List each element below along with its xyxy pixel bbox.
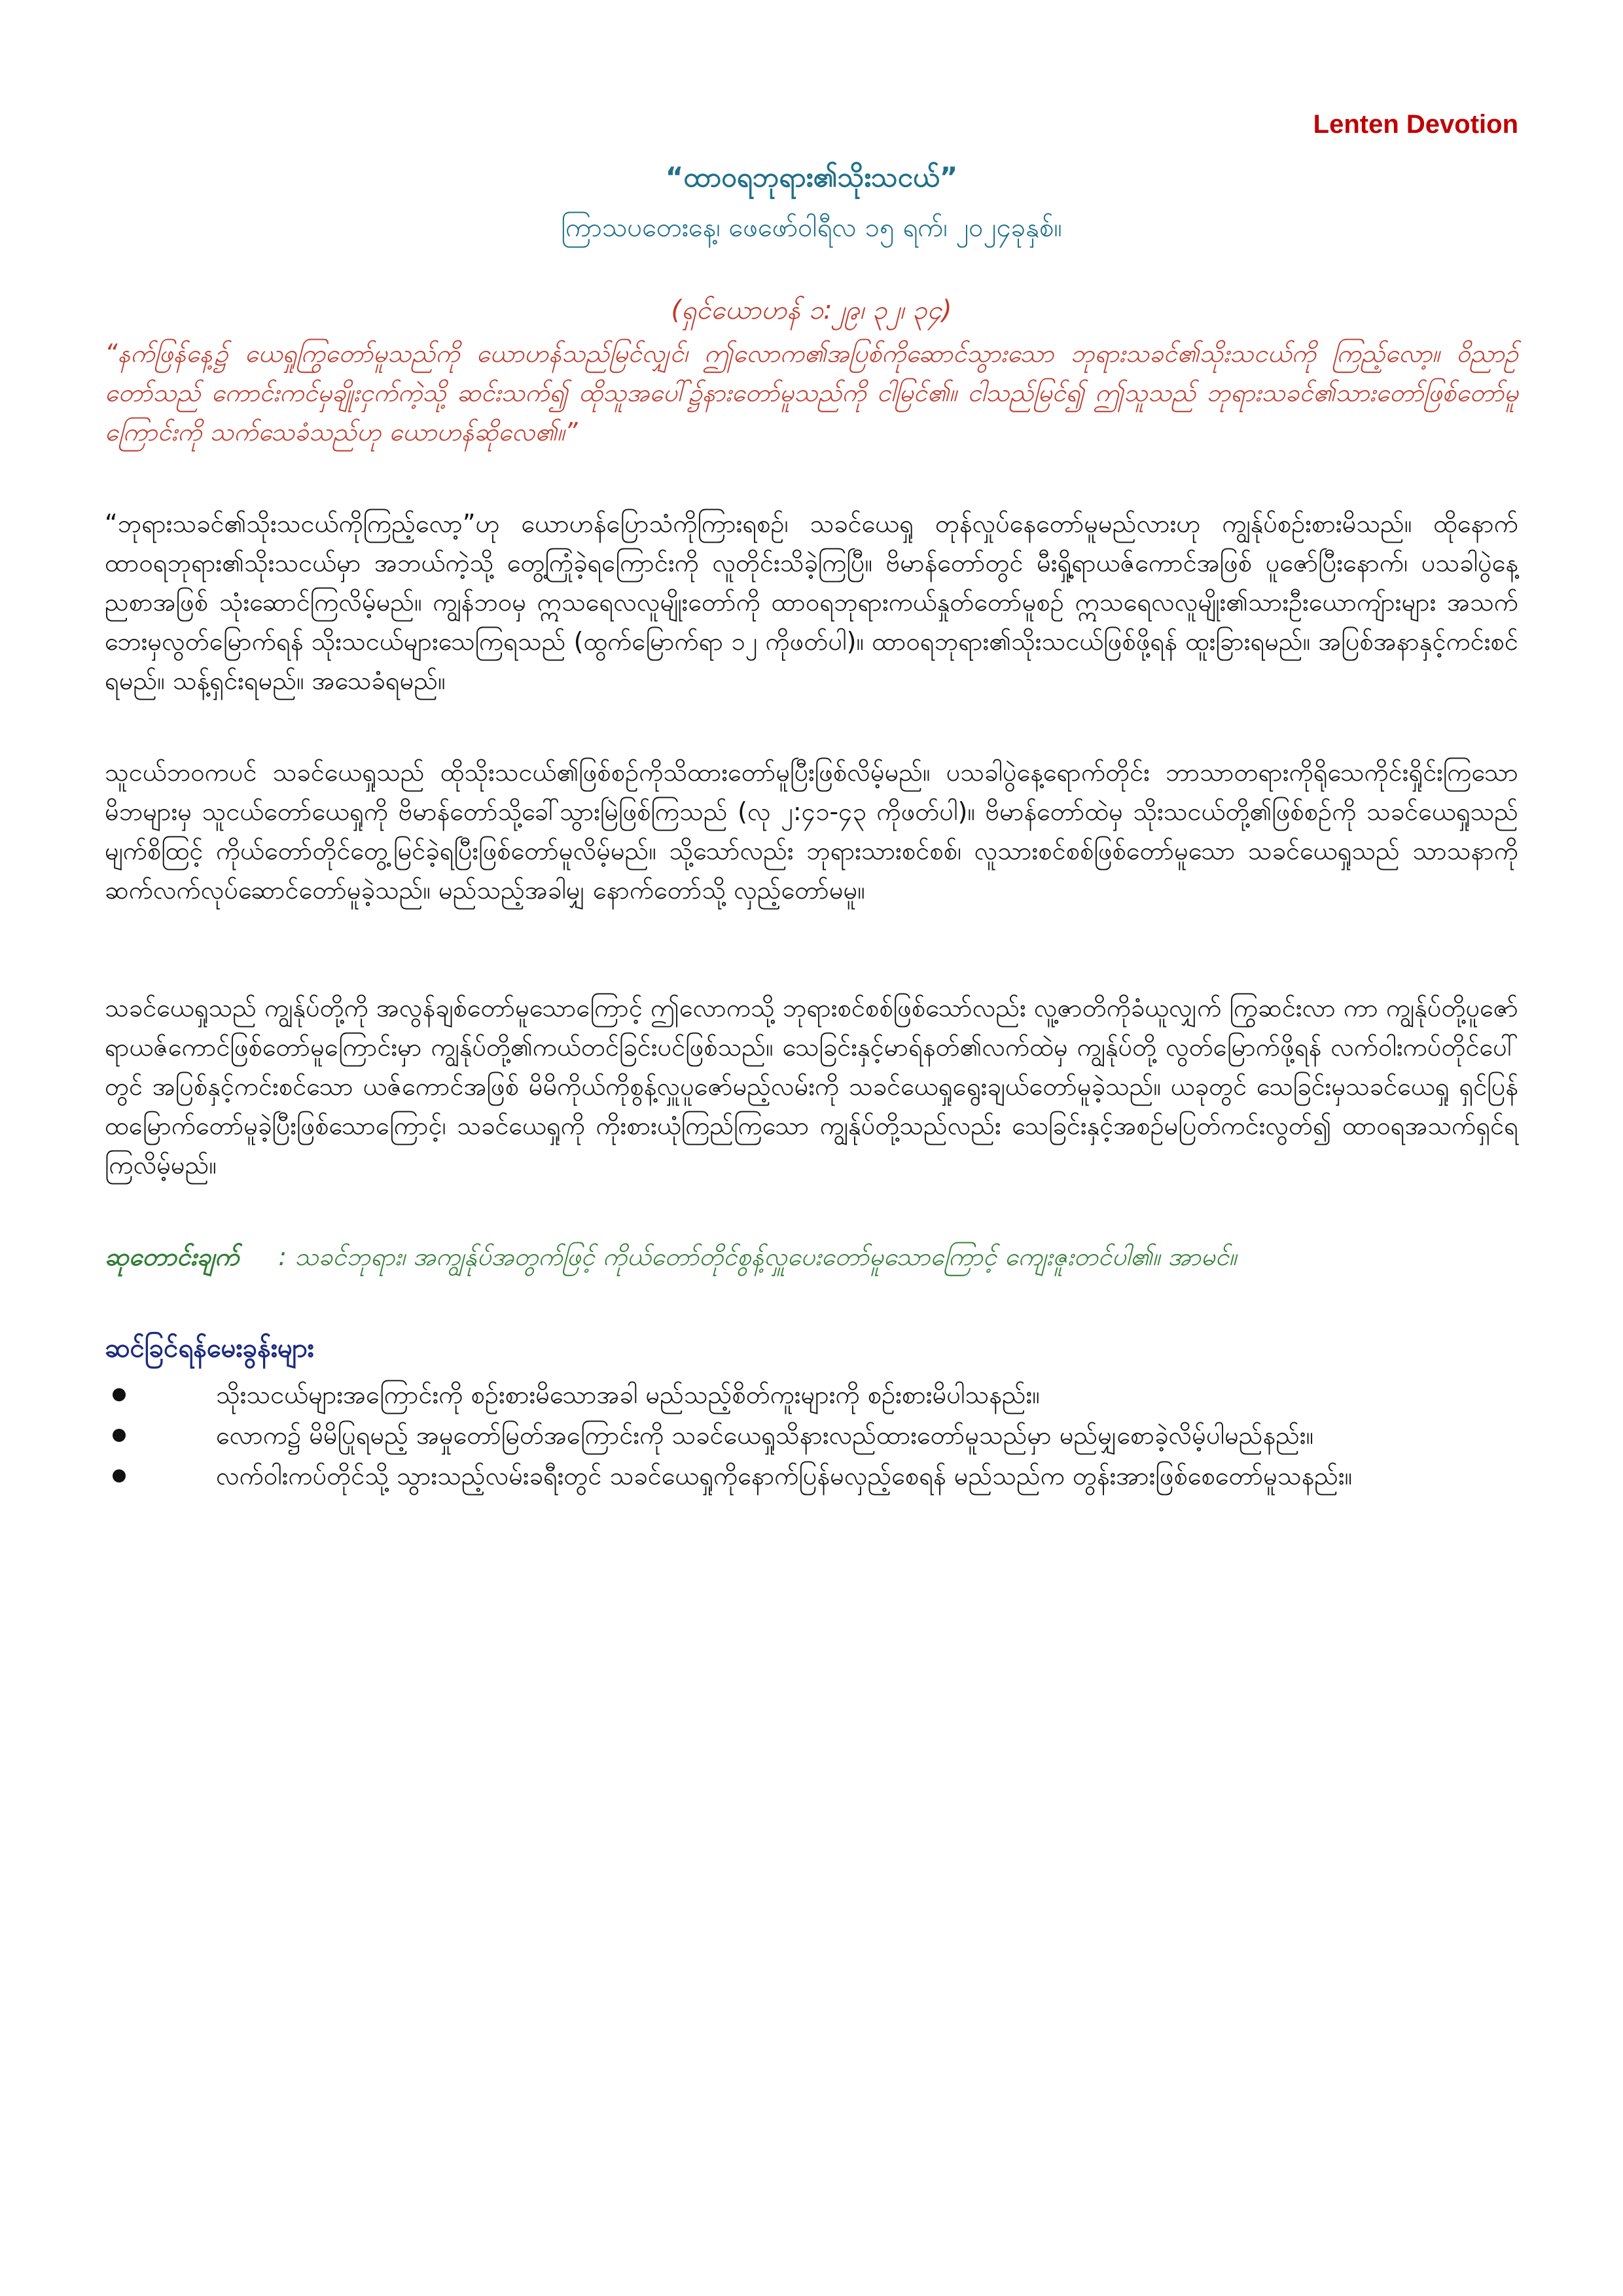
prayer-text: : သခင်ဘုရား၊ အကျွန်ုပ်အတွက်ဖြင့် ကိုယ်တော်တိုင်စွန့်လှူပေးတော်မူသောကြောင့် ကျေးဇူးတင်ပါ၏။ အာမင်။ <box>278 1242 1237 1271</box>
question-text: သိုးသငယ်များအကြောင်းကို စဉ်းစားမိသောအခါ မည်သည့်စိတ်ကူးများကို စဉ်းစားမိပါသနည်း။ <box>216 1380 1040 1409</box>
devotion-page <box>105 0 1518 2296</box>
list-item <box>105 1456 1518 1496</box>
lenten-devotion-tag: Lenten Devotion <box>1313 110 1518 139</box>
question-text: လက်ဝါးကပ်တိုင်သို့ သွားသည့်လမ်းခရီးတွင် သခင်ယေရှုကိုနောက်ပြန်မလှည့်စေရန် မည်သည်က တွန်းအားဖြစ်စေတော်မူသနည်း။ <box>216 1462 1353 1490</box>
list-item <box>105 1374 1518 1415</box>
questions-list <box>105 1374 1518 1496</box>
scripture-quote: “နက်ဖြန်နေ့၌ ယေရှုကြွတော်မူသည်ကို ယောဟန်သည်မြင်လျှင်၊ ဤလောက၏အပြစ်ကိုဆောင်သွားသော ဘုရားသခင်၏သိုးသငယ်ကို ကြည့်လော့။ ဝိညာဉ်တော်သည် ကောင်းကင်မှချိုးငှက်ကဲ့သို့ ဆင်းသက်၍ ထိုသူအပေါ်၌နားတော်မူသည်ကို ငါမြင်၏။ ငါသည်မြင်၍ ဤသူသည် ဘုရားသခင်၏သားတော်ဖြစ်တော်မူကြောင်းကို သက်သေခံသည်ဟု ယောဟန်ဆိုလေ၏။” <box>105 339 1518 446</box>
date-line: ကြာသပတေးနေ့၊ ဖေဖော်ဝါရီလ ၁၅ ရက်၊ ၂၀၂၄ခုနှစ်။ <box>561 213 1062 243</box>
body-paragraph-2: သူငယ်ဘဝကပင် သခင်ယေရှုသည် ထိုသိုးသငယ်၏ဖြစ်စဉ်ကိုသိထားတော်မူပြီးဖြစ်လိမ့်မည်။ ပသခါပွဲနေ့ရောက်တိုင်း ဘာသာတရားကိုရိုသေကိုင်းရှိုင်းကြသော မိဘများမှ သူငယ်တော်ယေရှုကို ဗိမာန်တော်သို့ခေါ်သွားမြဲဖြစ်ကြသည် (လု ၂:၄၁-၄၃ ကိုဖတ်ပါ)။ ဗိမာန်တော်ထဲမှ သိုးသငယ်တို့၏ဖြစ်စဉ်ကို သခင်ယေရှုသည်မျက်စိထြင့် ကိုယ်တော်တိုင်တွေ့မြင်ခဲ့ရပြီးဖြစ်တော်မူလိမ့်မည်။ သို့သော်လည်း ဘုရားသားစင်စစ်၊ လူသားစင်စစ်ဖြစ်တော်မူသော သခင်ယေရှုသည် သာသနာကိုဆက်လက်လုပ်ဆောင်တော်မူခဲ့သည်။ မည်သည့်အခါမျှ နောက်တော်သို့ လှည့်တော်မမူ။ <box>105 758 1518 905</box>
question-text: လောက၌ မိမိပြုရမည့် အမှုတော်မြတ်အကြောင်းကို သခင်ယေရှုသိနားလည်ထားတော်မူသည်မှာ မည်မျှစောခဲ့လိမ့်ပါမည်နည်း။ <box>216 1421 1314 1450</box>
prayer-label: ဆုတောင်းချက် <box>105 1242 240 1271</box>
page-title: “ထာဝရဘုရား၏သိုးသငယ်” <box>665 161 958 193</box>
scripture-reference: (ရှင်ယောဟန် ၁:၂၉၊ ၃၂၊ ၃၄) <box>671 295 952 325</box>
list-item <box>105 1415 1518 1456</box>
bullet-icon <box>113 1429 126 1442</box>
prayer-block <box>105 1237 1518 1276</box>
questions-heading: ဆင်ခြင်ရန်မေးခွန်းများ <box>105 1333 314 1363</box>
bullet-icon <box>113 1388 126 1401</box>
body-paragraph-3: သခင်ယေရှုသည် ကျွန်ုပ်တို့ကို အလွန်ချစ်တော်မူသောကြောင့် ဤလောကသို့ ဘုရားစင်စစ်ဖြစ်သော်လည်း လူ့ဇာတိကိုခံယူလျှက် ကြွဆင်းလာ ကာ ကျွန်ုပ်တို့ပူဇော်ရာယဇ်ကောင်ဖြစ်တော်မူကြောင်းမှာ ကျွန်ုပ်တို့၏ကယ်တင်ခြင်းပင်ဖြစ်သည်။ သေခြင်းနှင့်မာရ်နတ်၏လက်ထဲမှ ကျွန်ုပ်တို့ လွတ်မြောက်ဖို့ရန် လက်ဝါးကပ်တိုင်ပေါ်တွင် အပြစ်နှင့်ကင်းစင်သော ယဇ်ကောင်အဖြစ် မိမိကိုယ်ကိုစွန့်လှူပူဇော်မည့်လမ်းကို သခင်ယေရှုရွေးချယ်တော်မူခဲ့သည်။ ယခုတွင် သေခြင်းမှသခင်ယေရှု ရှင်ပြန်ထမြောက်တော်မူခဲ့ပြီးဖြစ်သောကြောင့်၊ သခင်ယေရှုကို ကိုးစားယုံကြည်ကြသော ကျွန်ုပ်တို့သည်လည်း သေခြင်းနှင့်အစဉ်မပြတ်ကင်းလွတ်၍ ထာဝရအသက်ရှင်ရကြလိမ့်မည်။ <box>105 994 1518 1179</box>
body-paragraph-1: “ဘုရားသခင်၏သိုးသငယ်ကိုကြည့်လော့”ဟု ယောဟန်ပြောသံကိုကြားရစဉ်၊ သခင်ယေရှု တုန်လှုပ်နေတော်မူမည်လားဟု ကျွန်ုပ်စဉ်းစားမိသည်။ ထိုနောက် ထာဝရဘုရား၏သိုးသငယ်မှာ အဘယ်ကဲ့သို့ တွေ့ကြုံခဲ့ရကြောင်းကို လူတိုင်းသိခဲ့ကြပြီ။ ဗိမာန်တော်တွင် မီးရှို့ရာယဇ်ကောင်အဖြစ် ပူဇော်ပြီးနောက်၊ ပသခါပွဲနေ့ညစာအဖြစ် သုံးဆောင်ကြလိမ့်မည်။ ကျွန်ဘဝမှ ဣသရေလလူမျိုးတော်ကို ထာဝရဘုရားကယ်နှုတ်တော်မူစဉ် ဣသရေလလူမျိုး၏သားဦးယောကျ်ားများ အသက်ဘေးမှလွတ်မြောက်ရန် သိုးသငယ်များသေကြရသည် (ထွက်မြောက်ရာ ၁၂ ကိုဖတ်ပါ)။ ထာဝရဘုရား၏သိုးသငယ်ဖြစ်ဖို့ရန် ထူးခြားရမည်။ အပြစ်အနာနှင့်ကင်းစင်ရမည်။ သန့်ရှင်းရမည်။ အသေခံရမည်။ <box>105 509 1518 695</box>
bullet-icon <box>113 1469 126 1482</box>
